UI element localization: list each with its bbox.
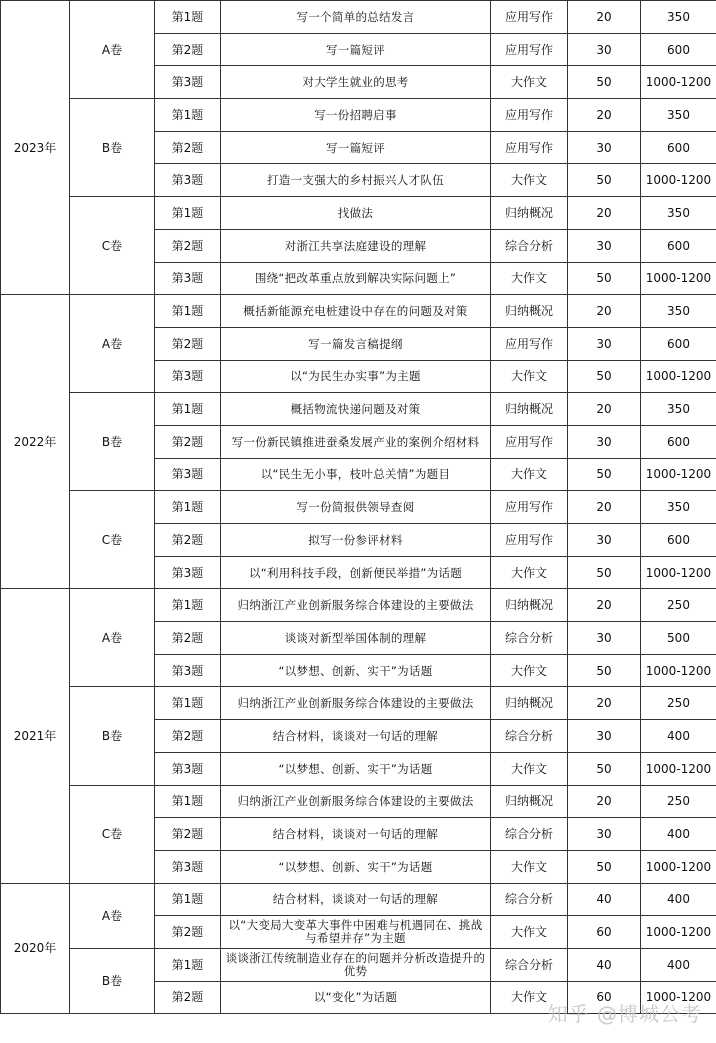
question-number: 第2题 [155, 327, 221, 360]
question-score: 20 [568, 197, 641, 230]
question-type: 应用写作 [491, 327, 568, 360]
table-row [1, 589, 716, 622]
question-topic: 以“变化”为话题 [221, 981, 491, 1014]
question-score: 30 [568, 720, 641, 753]
year-cell: 2020年 [1, 883, 70, 1014]
question-topic: 围绕“把改革重点放到解决实际问题上” [221, 262, 491, 295]
question-number: 第2题 [155, 818, 221, 851]
question-topic: “以梦想、创新、实干”为话题 [221, 752, 491, 785]
watermark: 知乎 @博城公考 [547, 1002, 702, 1026]
paper-cell: A卷 [70, 295, 155, 393]
paper-cell: C卷 [70, 785, 155, 883]
question-number: 第3题 [155, 262, 221, 295]
word-count: 400 [641, 948, 716, 981]
table-row [1, 948, 716, 981]
question-number: 第3题 [155, 66, 221, 99]
question-number: 第2题 [155, 425, 221, 458]
question-topic: 归纳浙江产业创新服务综合体建设的主要做法 [221, 785, 491, 818]
word-count: 1000-1200 [641, 556, 716, 589]
question-number: 第3题 [155, 850, 221, 883]
question-number: 第2题 [155, 229, 221, 262]
question-number: 第3题 [155, 458, 221, 491]
question-topic: 结合材料，谈谈对一句话的理解 [221, 883, 491, 916]
question-score: 50 [568, 164, 641, 197]
question-topic: 写一篇发言稿提纲 [221, 327, 491, 360]
question-number: 第3题 [155, 164, 221, 197]
question-topic: 以“为民生办实事”为主题 [221, 360, 491, 393]
paper-cell: A卷 [70, 883, 155, 948]
word-count: 350 [641, 491, 716, 524]
question-score: 40 [568, 883, 641, 916]
question-number: 第1题 [155, 785, 221, 818]
question-score: 30 [568, 524, 641, 557]
word-count: 600 [641, 327, 716, 360]
question-score: 30 [568, 622, 641, 655]
word-count: 1000-1200 [641, 752, 716, 785]
question-number: 第1题 [155, 197, 221, 230]
question-score: 30 [568, 327, 641, 360]
question-score: 20 [568, 1, 641, 34]
question-type: 大作文 [491, 916, 568, 949]
table-row [1, 687, 716, 720]
word-count: 350 [641, 393, 716, 426]
question-number: 第1题 [155, 883, 221, 916]
year-cell: 2023年 [1, 1, 70, 295]
word-count: 600 [641, 131, 716, 164]
question-type: 归纳概况 [491, 687, 568, 720]
table-row [1, 785, 716, 818]
question-type: 综合分析 [491, 818, 568, 851]
question-number: 第2题 [155, 981, 221, 1014]
word-count: 1000-1200 [641, 262, 716, 295]
word-count: 400 [641, 720, 716, 753]
question-type: 应用写作 [491, 425, 568, 458]
question-topic: “以梦想、创新、实干”为话题 [221, 850, 491, 883]
word-count: 1000-1200 [641, 164, 716, 197]
question-number: 第1题 [155, 393, 221, 426]
paper-cell: C卷 [70, 197, 155, 295]
question-number: 第1题 [155, 491, 221, 524]
question-topic: 写一份新民镇推进蚕桑发展产业的案例介绍材料 [221, 425, 491, 458]
question-type: 大作文 [491, 556, 568, 589]
paper-cell: B卷 [70, 393, 155, 491]
word-count: 600 [641, 524, 716, 557]
question-topic: 打造一支强大的乡村振兴人才队伍 [221, 164, 491, 197]
question-number: 第1题 [155, 295, 221, 328]
question-type: 归纳概况 [491, 295, 568, 328]
table-row [1, 883, 716, 916]
table-row [1, 197, 716, 230]
question-number: 第2题 [155, 524, 221, 557]
question-number: 第1题 [155, 1, 221, 34]
question-topic: 写一份招聘启事 [221, 99, 491, 132]
question-topic: 结合材料，谈谈对一句话的理解 [221, 720, 491, 753]
question-number: 第2题 [155, 33, 221, 66]
question-score: 50 [568, 850, 641, 883]
question-type: 大作文 [491, 981, 568, 1014]
paper-cell: A卷 [70, 589, 155, 687]
word-count: 600 [641, 33, 716, 66]
question-score: 20 [568, 785, 641, 818]
question-topic: 归纳浙江产业创新服务综合体建设的主要做法 [221, 687, 491, 720]
question-type: 综合分析 [491, 229, 568, 262]
question-topic: 概括物流快递问题及对策 [221, 393, 491, 426]
question-number: 第3题 [155, 360, 221, 393]
question-type: 应用写作 [491, 524, 568, 557]
question-type: 归纳概况 [491, 785, 568, 818]
question-score: 20 [568, 687, 641, 720]
question-topic: 写一份简报供领导查阅 [221, 491, 491, 524]
question-topic: 谈谈浙江传统制造业存在的问题并分析改造提升的优势 [221, 948, 491, 981]
table-row [1, 393, 716, 426]
question-score: 30 [568, 229, 641, 262]
question-number: 第1题 [155, 99, 221, 132]
question-type: 综合分析 [491, 948, 568, 981]
question-number: 第2题 [155, 916, 221, 949]
question-topic: 概括新能源充电桩建设中存在的问题及对策 [221, 295, 491, 328]
question-type: 大作文 [491, 66, 568, 99]
question-score: 50 [568, 66, 641, 99]
question-type: 应用写作 [491, 1, 568, 34]
word-count: 350 [641, 1, 716, 34]
question-topic: 归纳浙江产业创新服务综合体建设的主要做法 [221, 589, 491, 622]
question-type: 大作文 [491, 360, 568, 393]
question-type: 大作文 [491, 262, 568, 295]
question-number: 第1题 [155, 589, 221, 622]
question-number: 第1题 [155, 687, 221, 720]
question-number: 第3题 [155, 556, 221, 589]
word-count: 600 [641, 229, 716, 262]
question-score: 50 [568, 458, 641, 491]
question-type: 综合分析 [491, 622, 568, 655]
table-row [1, 491, 716, 524]
paper-cell: C卷 [70, 491, 155, 589]
word-count: 1000-1200 [641, 981, 716, 1014]
question-type: 综合分析 [491, 720, 568, 753]
word-count: 1000-1200 [641, 850, 716, 883]
question-topic: 写一篇短评 [221, 131, 491, 164]
word-count: 1000-1200 [641, 654, 716, 687]
word-count: 350 [641, 197, 716, 230]
question-score: 20 [568, 393, 641, 426]
question-number: 第1题 [155, 948, 221, 981]
paper-cell: A卷 [70, 1, 155, 99]
question-score: 50 [568, 654, 641, 687]
question-score: 20 [568, 99, 641, 132]
word-count: 400 [641, 883, 716, 916]
question-score: 30 [568, 33, 641, 66]
year-cell: 2021年 [1, 589, 70, 883]
word-count: 1000-1200 [641, 66, 716, 99]
paper-cell: B卷 [70, 948, 155, 1013]
table-row [1, 295, 716, 328]
word-count: 350 [641, 295, 716, 328]
question-type: 应用写作 [491, 99, 568, 132]
question-number: 第2题 [155, 720, 221, 753]
question-topic: 对浙江共享法庭建设的理解 [221, 229, 491, 262]
question-score: 50 [568, 752, 641, 785]
question-score: 50 [568, 262, 641, 295]
word-count: 1000-1200 [641, 360, 716, 393]
word-count: 250 [641, 785, 716, 818]
question-score: 30 [568, 131, 641, 164]
word-count: 600 [641, 425, 716, 458]
question-type: 归纳概况 [491, 197, 568, 230]
question-type: 大作文 [491, 654, 568, 687]
question-type: 大作文 [491, 458, 568, 491]
question-number: 第3题 [155, 752, 221, 785]
question-score: 20 [568, 589, 641, 622]
question-topic: 谈谈对新型举国体制的理解 [221, 622, 491, 655]
question-type: 大作文 [491, 850, 568, 883]
question-score: 20 [568, 295, 641, 328]
paper-cell: B卷 [70, 687, 155, 785]
question-score: 50 [568, 360, 641, 393]
question-number: 第2题 [155, 131, 221, 164]
question-type: 综合分析 [491, 883, 568, 916]
question-topic: 写一篇短评 [221, 33, 491, 66]
question-score: 60 [568, 916, 641, 949]
question-type: 大作文 [491, 752, 568, 785]
paper-cell: B卷 [70, 99, 155, 197]
question-score: 50 [568, 556, 641, 589]
word-count: 400 [641, 818, 716, 851]
table-body [1, 1, 716, 1014]
word-count: 250 [641, 687, 716, 720]
year-cell: 2022年 [1, 295, 70, 589]
table-row [1, 99, 716, 132]
word-count: 250 [641, 589, 716, 622]
question-type: 应用写作 [491, 491, 568, 524]
question-topic: 找做法 [221, 197, 491, 230]
word-count: 1000-1200 [641, 458, 716, 491]
question-type: 归纳概况 [491, 589, 568, 622]
question-type: 归纳概况 [491, 393, 568, 426]
table-row [1, 1, 716, 34]
question-score: 20 [568, 491, 641, 524]
word-count: 500 [641, 622, 716, 655]
question-score: 30 [568, 425, 641, 458]
word-count: 1000-1200 [641, 916, 716, 949]
word-count: 350 [641, 99, 716, 132]
question-topic: 拟写一份参评材料 [221, 524, 491, 557]
question-topic: 以“利用科技手段，创新便民举措”为话题 [221, 556, 491, 589]
question-topic: 对大学生就业的思考 [221, 66, 491, 99]
question-topic: 以“民生无小事，枝叶总关情”为题目 [221, 458, 491, 491]
question-score: 60 [568, 981, 641, 1014]
question-type: 应用写作 [491, 131, 568, 164]
question-type: 应用写作 [491, 33, 568, 66]
question-type: 大作文 [491, 164, 568, 197]
question-topic: 写一个简单的总结发言 [221, 1, 491, 34]
question-number: 第3题 [155, 654, 221, 687]
question-number: 第2题 [155, 622, 221, 655]
question-topic: 结合材料，谈谈对一句话的理解 [221, 818, 491, 851]
question-topic: 以“大变局大变革大事件中困难与机遇同在、挑战与希望并存”为主题 [221, 916, 491, 949]
question-score: 40 [568, 948, 641, 981]
question-score: 30 [568, 818, 641, 851]
question-topic: “以梦想、创新、实干”为话题 [221, 654, 491, 687]
